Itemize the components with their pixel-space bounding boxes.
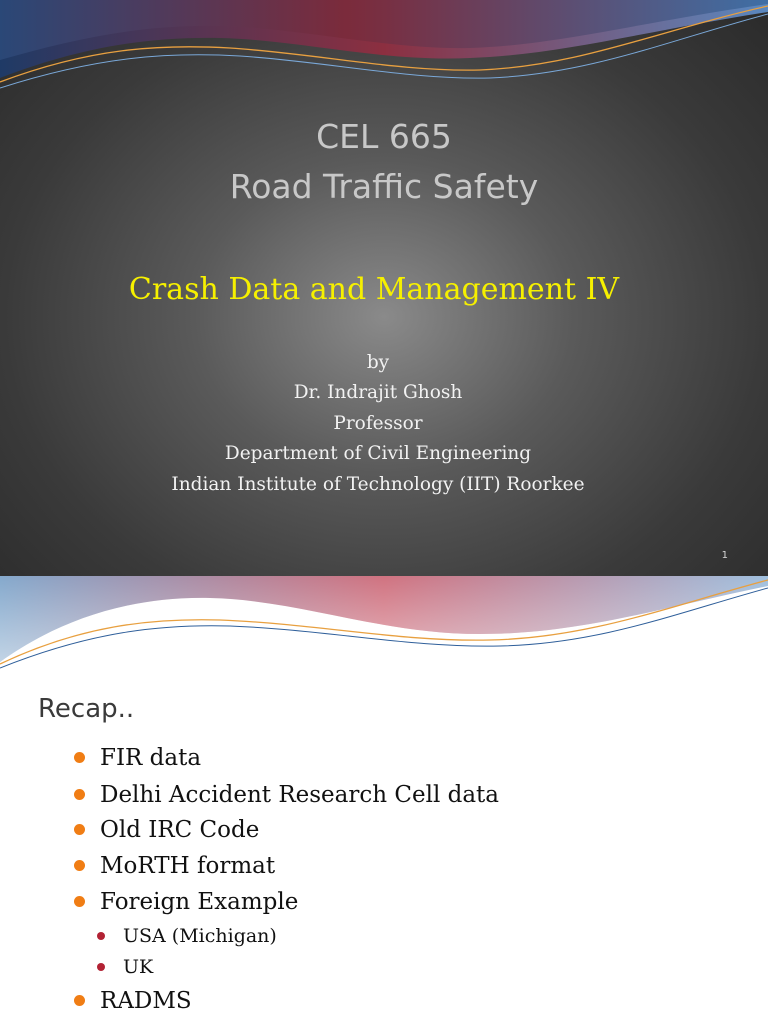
sub-bullet-item (123, 924, 277, 948)
recap-heading: Recap.. (38, 694, 135, 724)
author-line-name: Dr. Indrajit Ghosh (293, 382, 463, 404)
bullet-item (100, 781, 499, 809)
bullet-text: FIR data (100, 745, 202, 771)
author-block (0, 348, 756, 500)
author-line-by: by (366, 352, 390, 373)
course-name-title: Road Traffic Safety (229, 167, 539, 206)
orange-bullet-icon (74, 824, 85, 835)
author-line-title: Professor (333, 412, 423, 434)
bullet-item (100, 852, 275, 880)
header-swoosh-decoration (0, 0, 768, 100)
orange-bullet-icon (74, 789, 85, 800)
bullet-item (100, 987, 192, 1015)
slide-number: 1 (721, 550, 728, 561)
bullet-item (100, 744, 201, 772)
header-swoosh-decoration (0, 576, 768, 671)
author-line-institute: Indian Institute of Technology (IIT) Roorkee (171, 473, 585, 495)
author-line-department: Department of Civil Engineering (224, 443, 532, 465)
bullet-text: RADMS (100, 988, 192, 1014)
bullet-text: Old IRC Code (100, 817, 260, 843)
red-sub-bullet-icon (97, 932, 105, 940)
orange-bullet-icon (74, 752, 85, 763)
lecture-subtitle: Crash Data and Management IV (128, 272, 620, 307)
orange-bullet-icon (74, 995, 85, 1006)
orange-bullet-icon (74, 860, 85, 871)
sub-bullet-text: USA (Michigan) (123, 925, 277, 947)
red-sub-bullet-icon (97, 963, 105, 971)
sub-bullet-item (123, 955, 153, 979)
sub-bullet-text: UK (123, 956, 154, 978)
bullet-item (100, 888, 298, 916)
bullet-text: Delhi Accident Research Cell data (100, 782, 499, 808)
recap-slide (0, 576, 768, 1024)
orange-bullet-icon (74, 896, 85, 907)
course-code-title: CEL 665 (316, 117, 452, 156)
bullet-text: MoRTH format (100, 853, 276, 879)
bullet-item (100, 816, 259, 844)
bullet-text: Foreign Example (100, 889, 299, 915)
